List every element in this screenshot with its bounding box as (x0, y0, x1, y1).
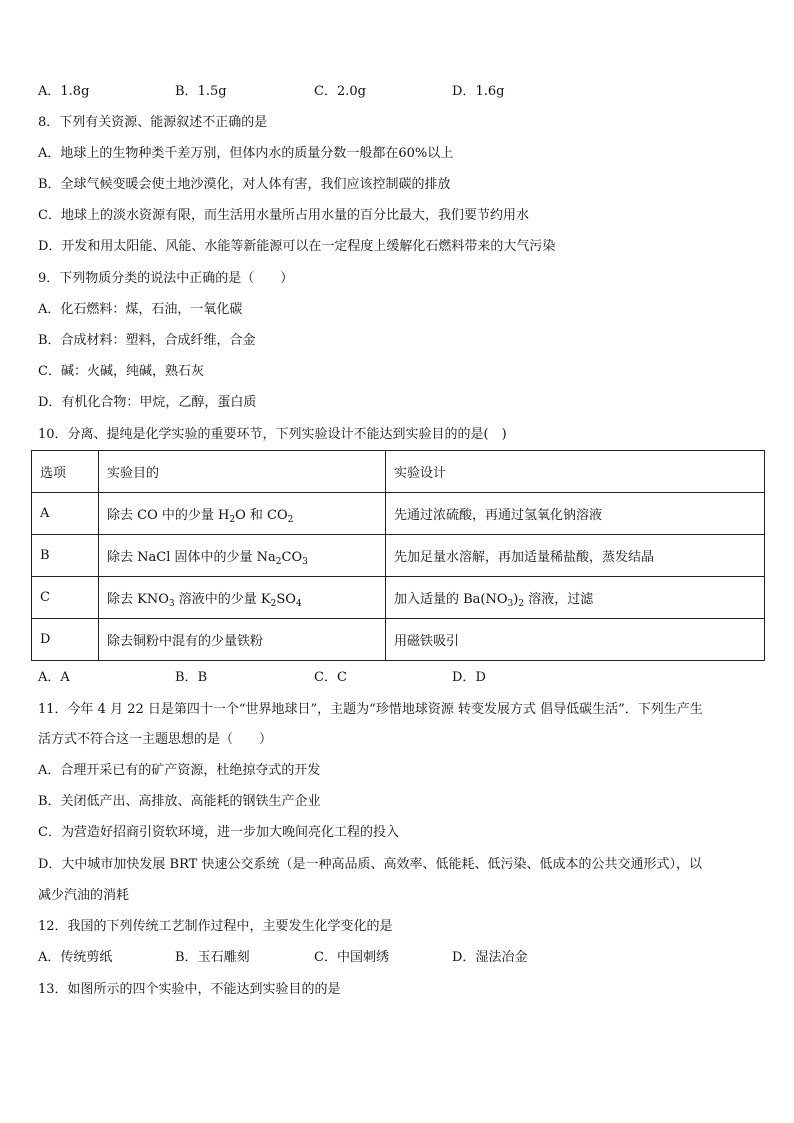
q8-option-a[interactable]: A．地球上的生物种类千差万别，但体内水的质量分数一般都在60%以上 (38, 146, 454, 161)
option-cell: B (32, 535, 99, 577)
design-cell: 先加足量水溶解，再加适量稀盐酸，蒸发结晶 (386, 535, 765, 577)
q9-option-a[interactable]: A．化石燃料：煤，石油，一氧化碳 (38, 302, 243, 317)
goal-cell: 除去铜粉中混有的少量铁粉 (99, 619, 386, 661)
q11-option-c[interactable]: C．为营造好招商引资软环境，进一步加大晚间亮化工程的投入 (38, 825, 399, 840)
q11-option-d-line1[interactable]: D．大中城市加快发展 BRT 快速公交系统（是一种高品质、高效率、低能耗、低污染、低成本的公共交通形式），以 (38, 857, 702, 872)
table-row (32, 577, 765, 619)
q11-option-b[interactable]: B．关闭低产出、高排放、高能耗的钢铁生产企业 (38, 794, 321, 809)
header-cell: 实验目的 (99, 451, 386, 493)
q7-option-d[interactable]: D．1.6g (452, 84, 505, 99)
goal-cell: 除去 CO 中的少量 $H_2O$ 和 $CO_2$ (99, 493, 386, 535)
option-cell: D (32, 619, 99, 661)
table-row (32, 535, 765, 577)
q12-option-c[interactable]: C．中国刺绣 (314, 950, 389, 965)
q8-option-d[interactable]: D．开发和用太阳能、风能、水能等新能源可以在一定程度上缓解化石燃料带来的大气污染 (38, 239, 556, 254)
header-cell: 选项 (32, 451, 99, 493)
q7-option-b[interactable]: B．1.5g (175, 84, 227, 99)
q9-option-b[interactable]: B．合成材料：塑料，合成纤维，合金 (38, 333, 256, 348)
q8-stem: 8．下列有关资源、能源叙述不正确的是 (38, 115, 268, 130)
q11-stem-line2: 活方式不符合这一主题思想的是（ ） (38, 732, 273, 747)
q10-table (31, 450, 765, 661)
design-cell: 用磁铁吸引 (386, 619, 765, 661)
q13-stem: 13．如图所示的四个实验中，不能达到实验目的的是 (38, 982, 341, 997)
design-cell: 加入适量的 $Ba(NO_3)_2$ 溶液，过滤 (386, 577, 765, 619)
q8-option-b[interactable]: B．全球气候变暖会使土地沙漠化，对人体有害，我们应该控制碳的排放 (38, 177, 451, 192)
q12-option-a[interactable]: A．传统剪纸 (38, 950, 113, 965)
q12-option-b[interactable]: B．玉石雕刻 (175, 950, 250, 965)
table-row (32, 619, 765, 661)
q12-stem: 12．我国的下列传统工艺制作过程中，主要发生化学变化的是 (38, 919, 393, 934)
q9-stem: 9．下列物质分类的说法中正确的是（ ） (38, 271, 294, 286)
q11-option-d-line2[interactable]: 减少汽油的消耗 (38, 888, 130, 903)
q10-option-d[interactable]: D．D (452, 670, 486, 685)
q7-option-c[interactable]: C．2.0g (314, 84, 366, 99)
option-cell: C (32, 577, 99, 619)
design-cell: 先通过浓硫酸，再通过氢氧化钠溶液 (386, 493, 765, 535)
goal-cell: 除去 $KNO_3$ 溶液中的少量 $K_2SO_4$ (99, 577, 386, 619)
header-cell: 实验设计 (386, 451, 765, 493)
q10-option-b[interactable]: B．B (175, 670, 208, 685)
goal-cell: 除去 NaCl 固体中的少量 $Na_2CO_3$ (99, 535, 386, 577)
option-cell: A (32, 493, 99, 535)
q10-option-c[interactable]: C．C (314, 670, 347, 685)
q7-option-a[interactable]: A．1.8g (38, 84, 90, 99)
table-row (32, 493, 765, 535)
q12-option-d[interactable]: D．湿法冶金 (452, 950, 528, 965)
q11-option-a[interactable]: A．合理开采已有的矿产资源，杜绝掠夺式的开发 (38, 763, 321, 778)
q8-option-c[interactable]: C．地球上的淡水资源有限，而生活用水量所占用水量的百分比最大，我们要节约用水 (38, 208, 529, 223)
q9-option-d[interactable]: D．有机化合物：甲烷，乙醇，蛋白质 (38, 395, 257, 410)
q10-stem: 10．分离、提纯是化学实验的重要环节，下列实验设计不能达到实验目的的是( ) (38, 427, 507, 442)
q9-option-c[interactable]: C．碱：火碱，纯碱，熟石灰 (38, 364, 204, 379)
table-header-row (32, 451, 765, 493)
q10-option-a[interactable]: A．A (38, 670, 70, 685)
q11-stem-line1: 11．今年 4 月 22 日是第四十一个“世界地球日”，主题为“珍惜地球资源 转变发展方式 倡导低碳生活”．下列生产生 (38, 702, 703, 717)
